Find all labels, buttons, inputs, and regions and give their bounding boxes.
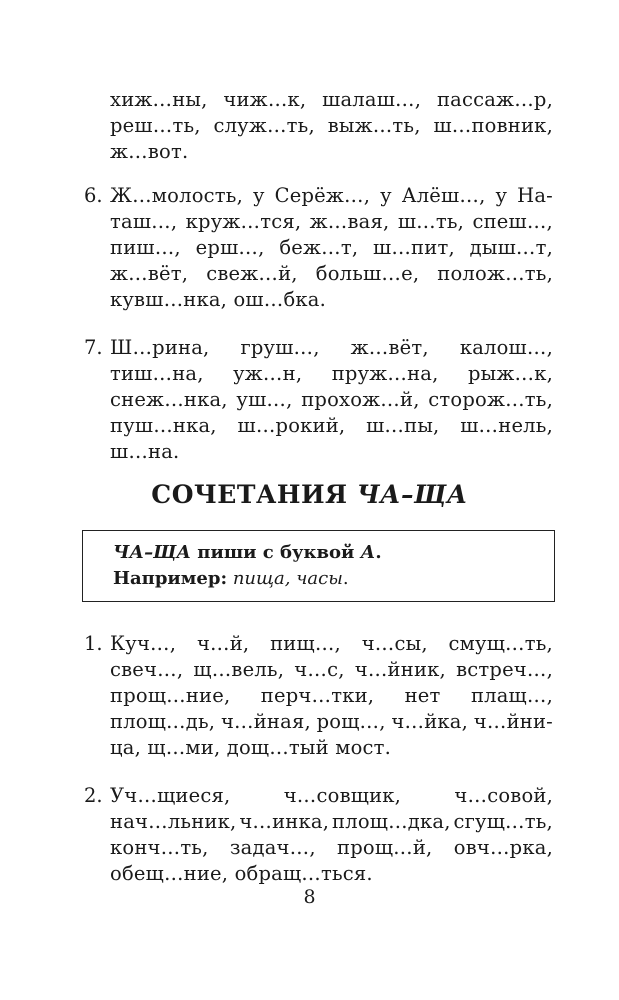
exercise-6-line-5: кувш…нка, ош…бка.: [110, 288, 326, 311]
exercise-1-line-2: свеч…, щ…вель, ч…с, ч…йник, встреч…,: [110, 658, 553, 681]
exercise-top-line-2: реш…ть, служ…ть, выж…ть, ш…повник,: [110, 114, 553, 137]
rule-text: пиши с буквой: [191, 542, 361, 563]
exercise-7-line-3: снеж…нка, уш…, прохож…й, сторож…ть,: [110, 388, 553, 411]
rule-example-words: пища, часы: [227, 568, 343, 589]
exercise-1-line-1: Куч…, ч…й, пищ…, ч…сы, смущ…ть,: [110, 632, 553, 655]
exercise-6-line-3: пиш…, ерш…, беж…т, ш…пит, дыш…т,: [110, 236, 553, 259]
rule-box: [82, 530, 555, 602]
rule-combo: ЧА–ЩА: [113, 542, 192, 563]
exercise-2-line-2: нач…льник, ч…инка, площ…дка, сгущ…ть,: [110, 810, 553, 833]
rule-end: .: [375, 542, 382, 563]
exercise-2-line-3: конч…ть, задач…, прощ…й, овч…рка,: [110, 836, 553, 859]
exercise-2-line-4: обещ…ние, обращ…ться.: [110, 862, 373, 885]
rule-statement: [113, 541, 382, 565]
section-heading: [0, 480, 619, 509]
exercise-1-line-5: ца, щ…ми, дощ…тый мост.: [110, 736, 392, 759]
exercise-2-line-1: Уч…щиеся, ч…совщик, ч…совой,: [110, 784, 553, 807]
exercise-top-line-3: ж…вот.: [110, 140, 189, 163]
section-heading-regular: СОЧЕТАНИЯ: [151, 480, 357, 509]
exercise-7-line-1: Ш…рина, груш…, ж…вёт, калош…,: [110, 336, 553, 359]
rule-example: [113, 567, 349, 591]
exercise-top-line-1: хиж…ны, чиж…к, шалаш…, пассаж…р,: [110, 88, 553, 111]
exercise-6-line-1: Ж…молость, у Серёж…, у Алёш…, у На-: [110, 184, 553, 207]
exercise-7-number: 7.: [84, 336, 103, 359]
rule-letter: А: [360, 542, 376, 563]
exercise-1-line-3: прощ…ние, перч…тки, нет плащ…,: [110, 684, 553, 707]
exercise-7-line-4: пуш…нка, ш…рокий, ш…пы, ш…нель,: [110, 414, 553, 437]
exercise-6-line-4: ж…вёт, свеж…й, больш…е, полож…ть,: [110, 262, 553, 285]
page-number: 8: [303, 886, 316, 908]
exercise-6-line-2: таш…, круж…тся, ж…вая, ш…ть, спеш…,: [110, 210, 553, 233]
exercise-2-number: 2.: [84, 784, 103, 807]
exercise-7-line-5: ш…на.: [110, 440, 180, 463]
exercise-6-number: 6.: [84, 184, 103, 207]
exercise-1-number: 1.: [84, 632, 103, 655]
rule-example-label: Например:: [113, 568, 228, 589]
rule-example-end: .: [342, 568, 349, 589]
exercise-7-line-2: тиш…на, уж…н, пруж…на, рыж…к,: [110, 362, 553, 385]
exercise-1-line-4: площ…дь, ч…йная, рощ…, ч…йка, ч…йни-: [110, 710, 553, 733]
section-heading-italic: ЧА–ЩА: [356, 480, 468, 509]
